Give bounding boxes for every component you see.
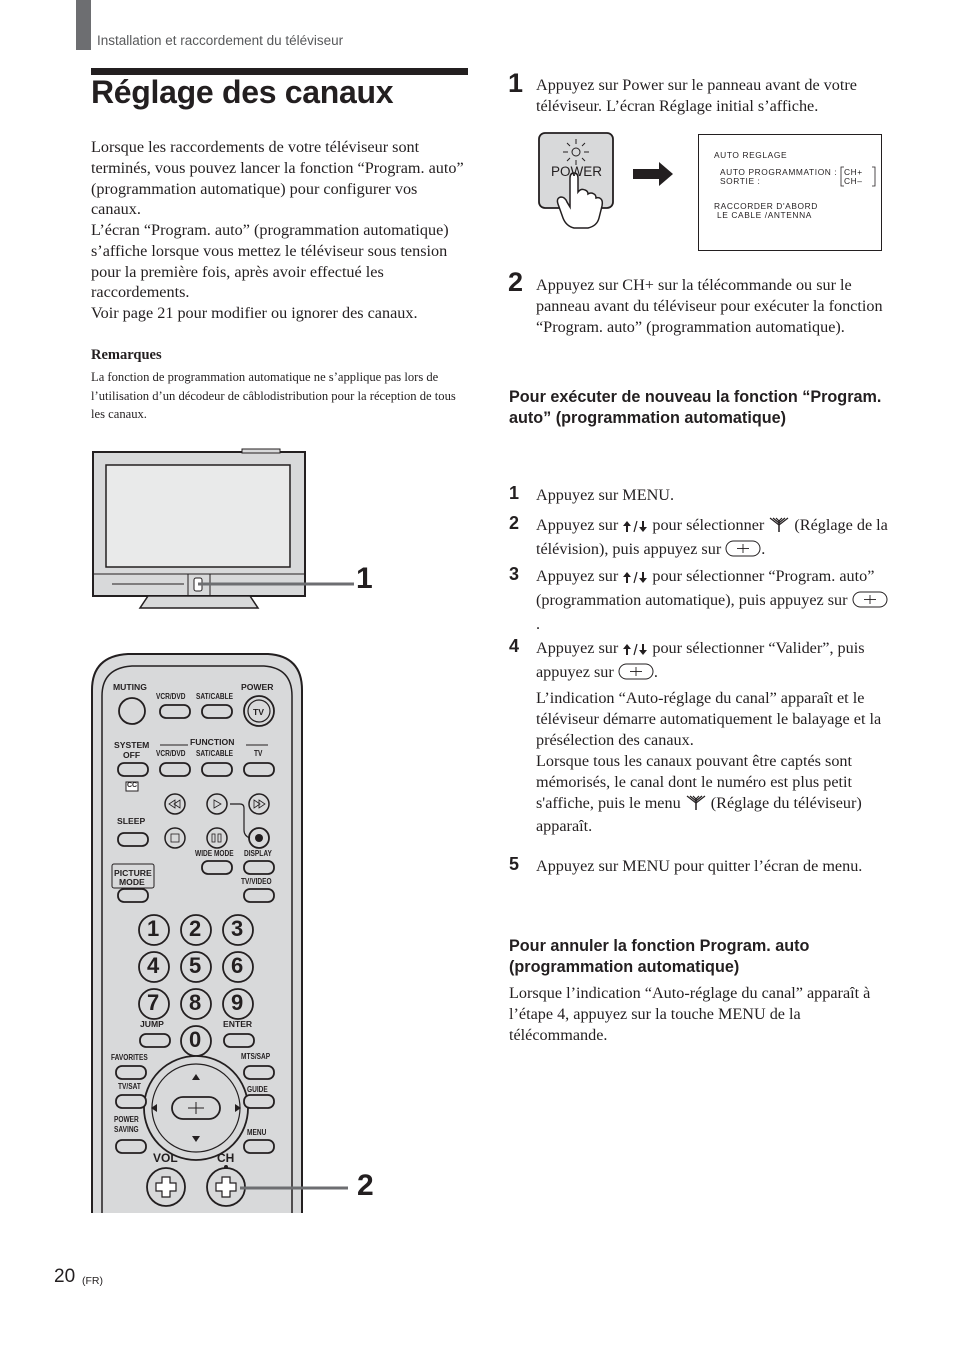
remote-vcr-dvd-label: VCR/DVD [156, 749, 186, 758]
page-number: 20 [54, 1266, 76, 1287]
substep-number: 2 [509, 513, 520, 533]
remarks-title: Remarques [91, 347, 162, 363]
callout-number-1: 1 [356, 562, 373, 595]
osd-value: CH+ [844, 167, 863, 177]
enter-button-icon [852, 591, 888, 614]
intro-paragraph: Voir page 21 pour modifier ou ignorer des canaux. [91, 304, 418, 322]
remote-tv-video-label: TV/VIDEO [241, 877, 272, 886]
osd-value: CH– [844, 176, 863, 186]
substep-number: 3 [509, 564, 520, 584]
section-heading: Pour exécuter de nouveau la fonction “Program. auto” (programmation automatique) [509, 388, 882, 427]
substep-number: 5 [509, 854, 520, 874]
substep-text: Appuyez sur pour sélectionner “Valider”, puis appuyez sur . [536, 638, 891, 686]
remote-display-label: DISPLAY [244, 849, 272, 858]
remote-saving-label: SAVING [114, 1125, 139, 1134]
substep-note: L’indication “Auto-réglage du canal” apparaît et le téléviseur démarre automatiquement le balayage et la présélection des canaux. [536, 689, 882, 749]
remote-digit-1: 1 [147, 916, 160, 941]
remote-cc-label: CC [127, 782, 138, 789]
remote-enter-label: ENTER [223, 1019, 253, 1029]
step-number: 2 [508, 267, 524, 297]
step-text: Appuyez sur Power sur le panneau avant de votre téléviseur. L’écran Réglage initial s’affiche. [536, 76, 857, 115]
remote-system-label: SYSTEM [114, 740, 150, 750]
remote-function-label: FUNCTION [190, 737, 235, 747]
remarks-text: La fonction de programmation automatique ne s’applique pas lors de l’utilisation d’un décodeur de câblodistribution pour la réception de tous les canaux. [91, 370, 456, 422]
remote-mts-sap-label: MTS/SAP [241, 1052, 271, 1061]
remote-ch-label: CH [217, 1151, 235, 1165]
remote-digit-4: 4 [147, 953, 160, 978]
section-heading: Pour annuler la fonction Program. auto (programmation automatique) [509, 937, 810, 976]
section-header: Installation et raccordement du téléviseur [97, 33, 344, 48]
osd-brackets [838, 166, 878, 187]
remote-tv-sat-label: TV/SAT [118, 1082, 141, 1091]
step-text: Appuyez sur CH+ sur la télécommande ou sur le panneau avant du téléviseur pour exécuter la fonction “Program. auto” (programmation automatique). [536, 276, 883, 336]
intro-paragraph: L’écran “Program. auto” (programmation automatique) s’affiche lorsque vous mettez le téléviseur sous tension pour la première fois, après avoir effectué les raccordements. [91, 221, 449, 302]
osd-line: AUTO PROGRAMMATION : [720, 167, 838, 177]
enter-button-icon [725, 540, 761, 563]
header-bar [76, 0, 91, 50]
remote-vcr-dvd-label: VCR/DVD [156, 692, 186, 701]
substep-text: Appuyez sur MENU pour quitter l’écran de menu. [536, 857, 863, 875]
callout-line-2 [238, 1182, 350, 1194]
remote-digit-6: 6 [231, 953, 244, 978]
power-button-label: POWER [551, 164, 603, 179]
remote-digit-7: 7 [147, 990, 160, 1015]
remote-sat-cable-label: SAT/CABLE [196, 749, 234, 758]
substep-text: Appuyez sur pour sélectionner (Réglage de la télévision), puis appuyez sur . [536, 515, 891, 563]
remote-sleep-label: SLEEP [117, 816, 146, 826]
remote-digit-8: 8 [189, 990, 202, 1015]
remote-guide-label: GUIDE [247, 1085, 268, 1094]
remote-sat-cable-label: SAT/CABLE [196, 692, 234, 701]
osd-line: SORTIE : [720, 176, 761, 186]
remote-digit-3: 3 [231, 916, 244, 941]
remote-muting-label: MUTING [113, 682, 147, 692]
remote-menu-label: MENU [247, 1128, 267, 1137]
page-language: (FR) [82, 1275, 103, 1287]
substep-number: 4 [509, 636, 520, 656]
arrow-right-icon [633, 160, 675, 188]
page-title: Réglage des canaux [91, 74, 394, 110]
intro-paragraph: Lorsque les raccordements de votre téléviseur sont terminés, vous pouvez lancer la fonction “Program. auto” (programmation automatique) pour configurer vos canaux. [91, 138, 464, 219]
power-button-illustration [536, 130, 618, 234]
remote-power-saving-label: POWER [114, 1115, 139, 1124]
substep-text: Appuyez sur MENU. [536, 486, 675, 504]
up-down-arrow-icon [622, 569, 648, 590]
antenna-icon [685, 794, 707, 817]
remote-picture-label: PICTURE [114, 868, 152, 878]
antenna-icon [768, 516, 790, 539]
remote-vol-label: VOL [153, 1151, 178, 1165]
remote-jump-label: JUMP [140, 1019, 164, 1029]
callout-line-1 [196, 578, 356, 590]
callout-number-2: 2 [357, 1169, 374, 1202]
remote-digit-9: 9 [231, 990, 244, 1015]
remote-tv-label: TV [253, 707, 264, 717]
up-down-arrow-icon [622, 518, 648, 539]
remote-power-label: POWER [241, 682, 274, 692]
osd-line: LE CABLE /ANTENNA [717, 210, 812, 220]
remote-tv-label: TV [254, 749, 263, 758]
osd-title: AUTO REGLAGE [714, 150, 788, 160]
remote-digit-5: 5 [189, 953, 202, 978]
cancel-text: Lorsque l’indication “Auto-réglage du canal” apparaît à l’étape 4, appuyez sur la touche MENU de la télécommande. [509, 984, 871, 1044]
remote-off-label: OFF [123, 750, 141, 760]
remote-wide-mode-label: WIDE MODE [195, 849, 234, 858]
substep-note: Lorsque tous les canaux pouvant être captés sont mémorisés, le canal dont le numéro est plus petit s'affiche, puis le menu (Réglage du téléviseur) apparaît. [536, 752, 862, 836]
remote-digit-0: 0 [189, 1027, 202, 1052]
up-down-arrow-icon [622, 641, 648, 662]
remote-mode-label: MODE [119, 877, 145, 887]
enter-button-icon [618, 663, 654, 686]
substep-text: Appuyez sur pour sélectionner “Program. auto” (programmation automatique), puis appuyez sur . [536, 566, 891, 634]
remote-digit-2: 2 [189, 916, 202, 941]
substep-number: 1 [509, 483, 520, 503]
remote-favorites-label: FAVORITES [111, 1053, 148, 1062]
osd-line: RACCORDER D'ABORD [714, 201, 818, 211]
step-number: 1 [508, 68, 524, 98]
